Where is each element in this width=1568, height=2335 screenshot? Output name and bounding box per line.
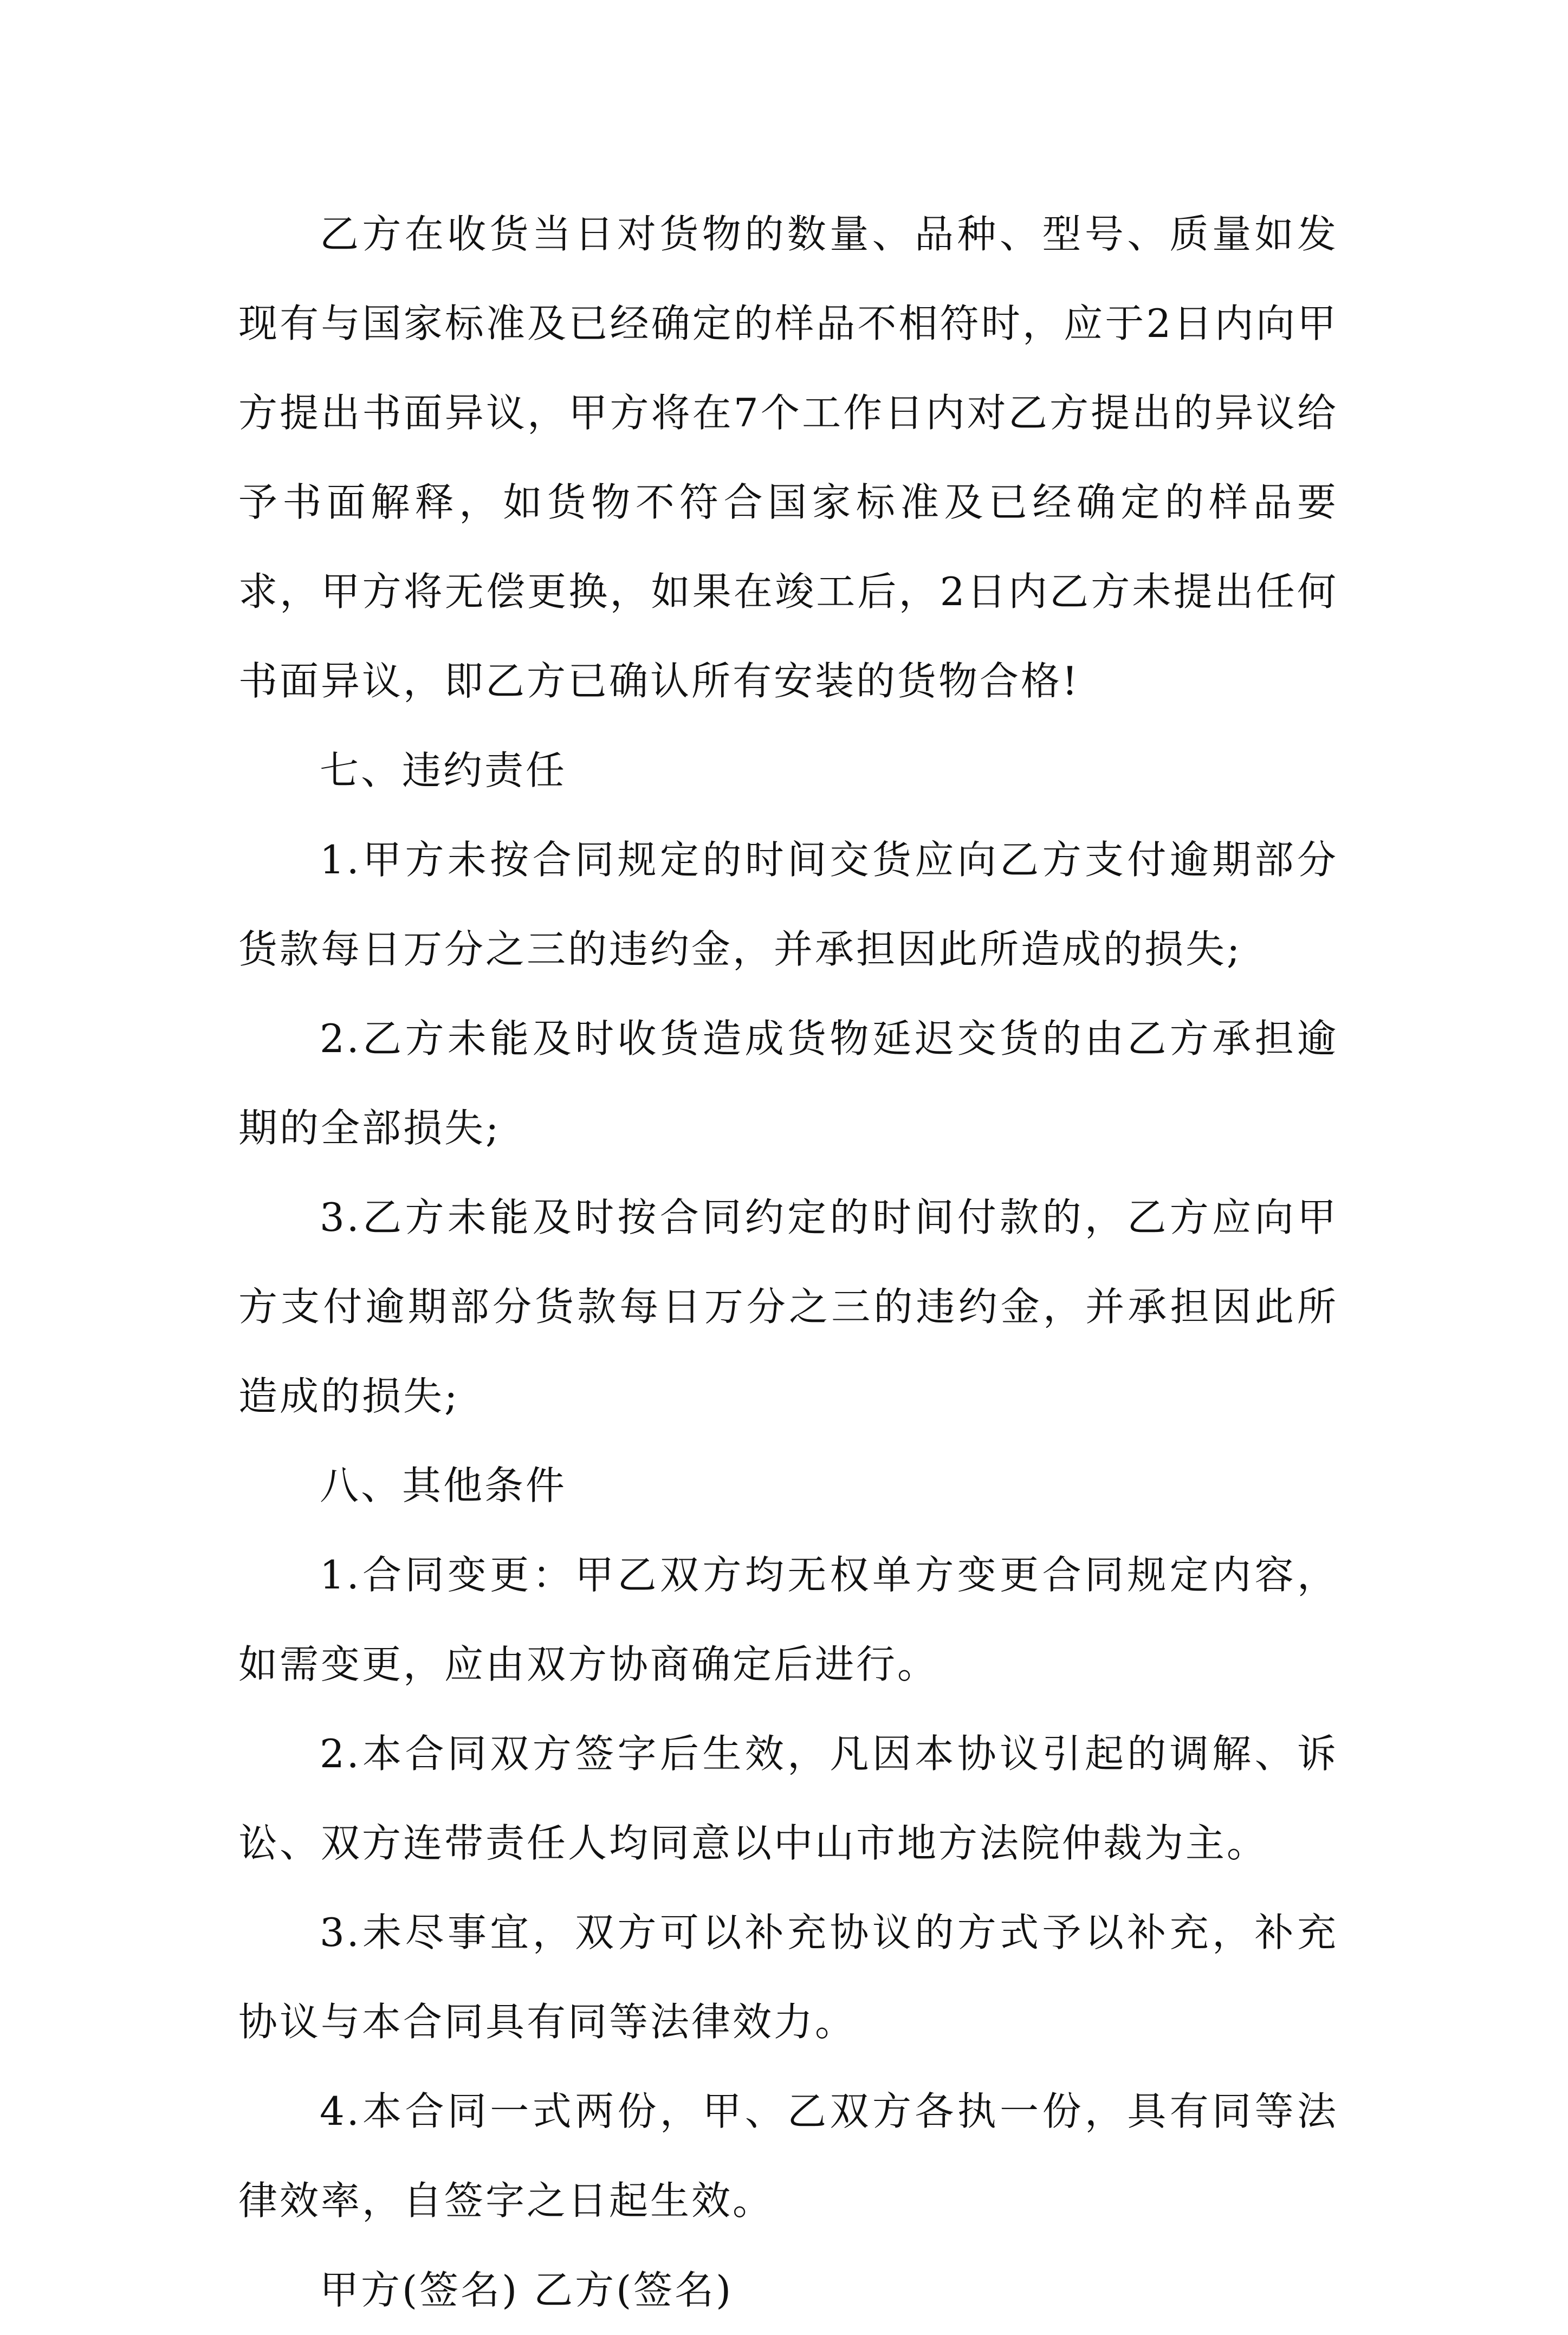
paragraph-inspection-objection: 乙方在收货当日对货物的数量、品种、型号、质量如发现有与国家标准及已经确定的样品不相符时，应于2日内向甲方提出书面异议，甲方将在7个工作日内对乙方提出的异议给予书面解释，如货物不符合国家标准及已经确定的样品要求，甲方将无偿更换，如果在竣工后，2日内乙方未提出任何书面异议，即乙方已确认所有安装的货物合格!	[238, 211, 1338, 704]
paragraph-other-2: 2.本合同双方签字后生效，凡因本协议引起的调解、诉讼、双方连带责任人均同意以中山市地方法院仲裁为主。	[238, 1731, 1338, 1866]
section-heading-breach-liability: 七、违约责任	[320, 748, 567, 793]
paragraph-other-1: 1.合同变更：甲乙双方均无权单方变更合同规定内容，如需变更，应由双方协商确定后进行。	[238, 1552, 1338, 1687]
paragraph-breach-2: 2.乙方未能及时收货造成货物延迟交货的由乙方承担逾期的全部损失;	[238, 1016, 1338, 1151]
paragraph-breach-1: 1.甲方未按合同规定的时间交货应向乙方支付逾期部分货款每日万分之三的违约金，并承担因此所造成的损失;	[238, 837, 1338, 972]
document-body	[238, 190, 1338, 2335]
section-heading-other-terms: 八、其他条件	[320, 1463, 567, 1508]
paragraph-other-4: 4.本合同一式两份，甲、乙双方各执一份，具有同等法律效率，自签字之日起生效。	[238, 2088, 1338, 2223]
paragraph-other-3: 3.未尽事宜，双方可以补充协议的方式予以补充，补充协议与本合同具有同等法律效力。	[238, 1910, 1338, 2045]
paragraph-breach-3: 3.乙方未能及时按合同约定的时间付款的，乙方应向甲方支付逾期部分货款每日万分之三的违约金，并承担因此所造成的损失;	[238, 1195, 1338, 1419]
signature-line: 甲方(签名) 乙方(签名)	[320, 2267, 734, 2313]
